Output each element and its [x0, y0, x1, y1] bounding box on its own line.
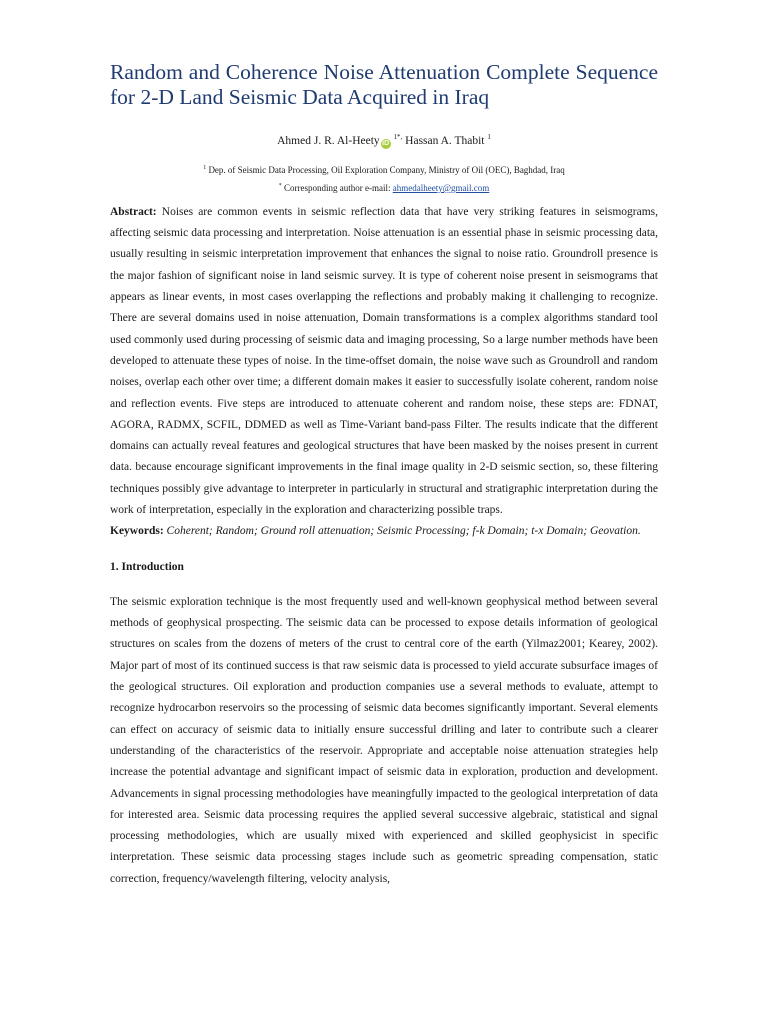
affiliation-mark: 1 — [203, 164, 207, 171]
keywords — [110, 521, 658, 542]
abstract — [110, 202, 658, 521]
author-name: Hassan A. Thabit — [405, 134, 485, 147]
abstract-text: Noises are common events in seismic reflection data that have very striking features in seismograms, affecting seismic data processing and interpretation. Noise attenuation is an essential phase in seismic processing data, usually resulting in seismic interpretation improvement that enhances the signal to noise ratio. Groundroll presence is the major fashion of significant noise in land seismic survey. It is type of coherent noise present in seismograms that appears as linear events, in most cases overlapping the reflections and probably making it challenging to recognize. There are several domains used in noise attenuation, Domain transformations is a complex algorithms standard tool used commonly used during processing of seismic data and imaging processing, So a large number methods have been developed to attenuate these types of noise. In the time-offset domain, the noise wave such as Groundroll and random noises, overlap each other over time; a different domain makes it easier to successfully isolate coherent, random noise and reflection events. Five steps are introduced to attenuate coherent and random noise, these steps are: FDNAT, AGORA, RADMX, SCFIL, DDMED as well as Time-Variant band-pass Filter. The results indicate that the different domains can actually reveal features and geological structures that have been masked by the noises present in current data. because encourage significant improvements in the final image quality in 2-D seismic section, so, these filtering techniques possibly give advantage to interpreter in particularly in structural and stratigraphic interpretation during the work of interpretation, especially in the exploration and characterizing possible traps. — [110, 205, 659, 516]
paper-title: Random and Coherence Noise Attenuation Complete Sequence for 2-D Land Seismic Data Acquired in Iraq — [110, 60, 658, 109]
paper-page — [110, 60, 658, 890]
corresponding-mark: * — [278, 182, 282, 189]
email-link[interactable]: ahmedalheety@gmail.com — [392, 182, 490, 193]
introduction-paragraph: The seismic exploration technique is the most frequently used and well-known geophysical method between several methods of geophysical prospecting. The seismic data can be processed to expose details information of geological structures on scales from the dozens of meters of the crust to central core of the earth (Yilmaz2001; Kearey, 2002). Major part of most of its continued success is that raw seismic data is processed to yield accurate subsurface images of the geological structures. Oil exploration and production companies use a several methods to evaluate, attempt to recognize hydrocarbon reservoirs so the processing of seismic data becomes significantly important. Several elements can effect on accuracy of seismic data to initially ensure successful drilling and later to contribute such a clearer understanding of the characteristics of the reservoir. Appropriate and acceptable noise attenuation strategies help increase the potential advantage and significant impact of seismic data in exploration, production and development. Advancements in signal processing methodologies have meaningfully impacted to the geological interpretation of data for interested area. Seismic data processing requires the applied several successive algebraic, statistical and signal processing methodologies, which are usually mixed with experienced and skilled geophysicist in specific interpretation. These seismic data processing stages include such as geometric spreading compensation, static correction, frequency/wavelength filtering, velocity analysis, — [110, 595, 658, 885]
keywords-label: Keywords: — [110, 525, 164, 538]
keywords-text: Coherent; Random; Ground roll attenuation; Seismic Processing; f-k Domain; t-x Domain; Geovation. — [166, 525, 641, 538]
corresponding-label: Corresponding author e-mail: — [284, 182, 393, 193]
author-affiliation-mark: 1 — [487, 133, 491, 141]
affiliation — [110, 162, 658, 176]
author-line — [110, 130, 658, 149]
section-heading: 1. Introduction — [110, 560, 184, 573]
author-affiliation-mark: 1*, — [393, 133, 403, 141]
abstract-label: Abstract: — [110, 205, 157, 218]
affiliation-text: Dep. of Seismic Data Processing, Oil Exploration Company, Ministry of Oil (OEC), Baghdad, Iraq — [208, 164, 565, 175]
corresponding-author — [110, 180, 658, 194]
orcid-icon[interactable]: iD — [382, 139, 390, 147]
author-name: Ahmed J. R. Al-Heety — [277, 134, 380, 147]
